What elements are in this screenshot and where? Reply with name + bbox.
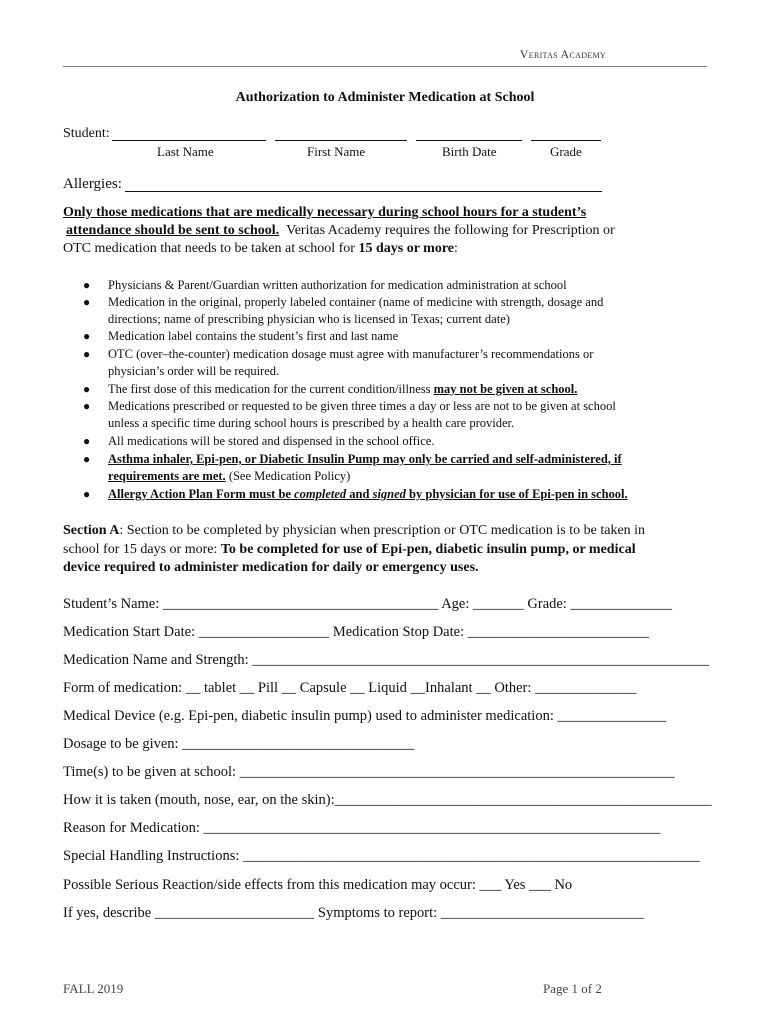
list-item: Allergy Action Plan Form must be completed and signed by physician for use of Epi-pen in school. <box>108 487 628 501</box>
list-item: Medication in the original, properly labeled container (name of medicine with strength, dosage and <box>108 295 604 309</box>
bullet-dot: ● <box>83 329 91 343</box>
medical-device-field[interactable]: Medical Device (e.g. Epi-pen, diabetic insulin pump) used to administer medication: _______________ <box>63 708 667 724</box>
first-name-caption: First Name <box>307 144 366 159</box>
last-name-caption: Last Name <box>157 144 214 159</box>
reason-field[interactable]: Reason for Medication: _______________________________________________________________ <box>63 820 661 836</box>
list-item: Asthma inhaler, Epi-pen, or Diabetic Insulin Pump may only be carried and self-administered, if <box>108 452 622 466</box>
intro-line-2: attendance should be sent to school. Veritas Academy requires the following for Prescription or <box>66 223 615 238</box>
list-item: Medication label contains the student’s first and last name <box>108 329 399 343</box>
section-a-line-1: Section A: Section to be completed by physician when prescription or OTC medication is to be taken in <box>63 523 646 538</box>
bullet-dot: ● <box>83 295 91 309</box>
birth-date-caption: Birth Date <box>442 144 497 159</box>
page-number: Page 1 of 2 <box>543 981 602 996</box>
times-field[interactable]: Time(s) to be given at school: ____________________________________________________________ <box>63 764 675 780</box>
list-item: Medications prescribed or requested to be given three times a day or less are not to be given at school <box>108 399 616 413</box>
list-item-cont: directions; name of prescribing physician who is licensed in Texas; current date) <box>108 312 510 326</box>
list-item-cont: requirements are met. (See Medication Policy) <box>108 469 351 483</box>
medication-dates-field[interactable]: Medication Start Date: __________________ Medication Stop Date: _________________________ <box>63 624 649 640</box>
last-name-field[interactable] <box>112 140 266 141</box>
form-title: Authorization to Administer Medication at School <box>235 90 535 105</box>
list-item: OTC (over–the-counter) medication dosage must agree with manufacturer’s recommendations or <box>108 347 594 361</box>
section-a-line-3: device required to administer medication for daily or emergency uses. <box>63 560 479 575</box>
dosage-field[interactable]: Dosage to be given: ________________________________ <box>63 736 415 752</box>
medication-name-strength-field[interactable]: Medication Name and Strength: _______________________________________________________________ <box>63 652 710 668</box>
header-rule <box>63 66 707 67</box>
student-label: Student: <box>63 126 110 141</box>
form-of-medication-field[interactable]: Form of medication: __ tablet __ Pill __ Capsule __ Liquid __Inhalant __ Other: ______________ <box>63 680 637 696</box>
school-name-header: Veritas Academy <box>519 47 606 61</box>
bullet-dot: ● <box>83 452 91 466</box>
section-a-line-2: school for 15 days or more: To be completed for use of Epi-pen, diabetic insulin pump, or medical <box>63 542 636 557</box>
bullet-dot: ● <box>83 278 91 292</box>
footer-term: FALL 2019 <box>63 981 124 996</box>
allergies-label: Allergies: <box>63 176 122 192</box>
bullet-dot: ● <box>83 434 91 448</box>
list-item: The first dose of this medication for the current condition/illness may not be given at school. <box>108 382 578 396</box>
allergies-field[interactable] <box>125 191 602 192</box>
intro-line-3: OTC medication that needs to be taken at school for 15 days or more: <box>63 241 458 256</box>
describe-symptoms-field[interactable]: If yes, describe ______________________ Symptoms to report: ____________________________ <box>63 905 644 921</box>
intro-line-1: Only those medications that are medically necessary during school hours for a student’s <box>63 205 587 220</box>
list-item: All medications will be stored and dispensed in the school office. <box>108 434 435 448</box>
bullet-dot: ● <box>83 347 91 361</box>
bullet-dot: ● <box>83 399 91 413</box>
special-handling-field[interactable]: Special Handling Instructions: _______________________________________________________________ <box>63 848 700 864</box>
list-item-cont: physician’s order will be required. <box>108 364 280 378</box>
grade-field[interactable] <box>531 140 601 141</box>
list-item-cont: unless a specific time during school hours is prescribed by a health care provider. <box>108 416 515 430</box>
students-name-field[interactable]: Student’s Name: ______________________________________ Age: _______ Grade: ______________ <box>63 596 672 612</box>
list-item: Physicians & Parent/Guardian written authorization for medication administration at school <box>108 278 567 292</box>
bullet-dot: ● <box>83 382 91 396</box>
birth-date-field[interactable] <box>416 140 522 141</box>
first-name-field[interactable] <box>275 140 407 141</box>
how-taken-field[interactable]: How it is taken (mouth, nose, ear, on the skin):____________________________________________________ <box>63 792 712 808</box>
grade-caption: Grade <box>550 144 582 159</box>
bullet-dot: ● <box>83 487 91 501</box>
serious-reaction-field[interactable]: Possible Serious Reaction/side effects from this medication may occur: ___ Yes ___ No <box>63 877 573 893</box>
